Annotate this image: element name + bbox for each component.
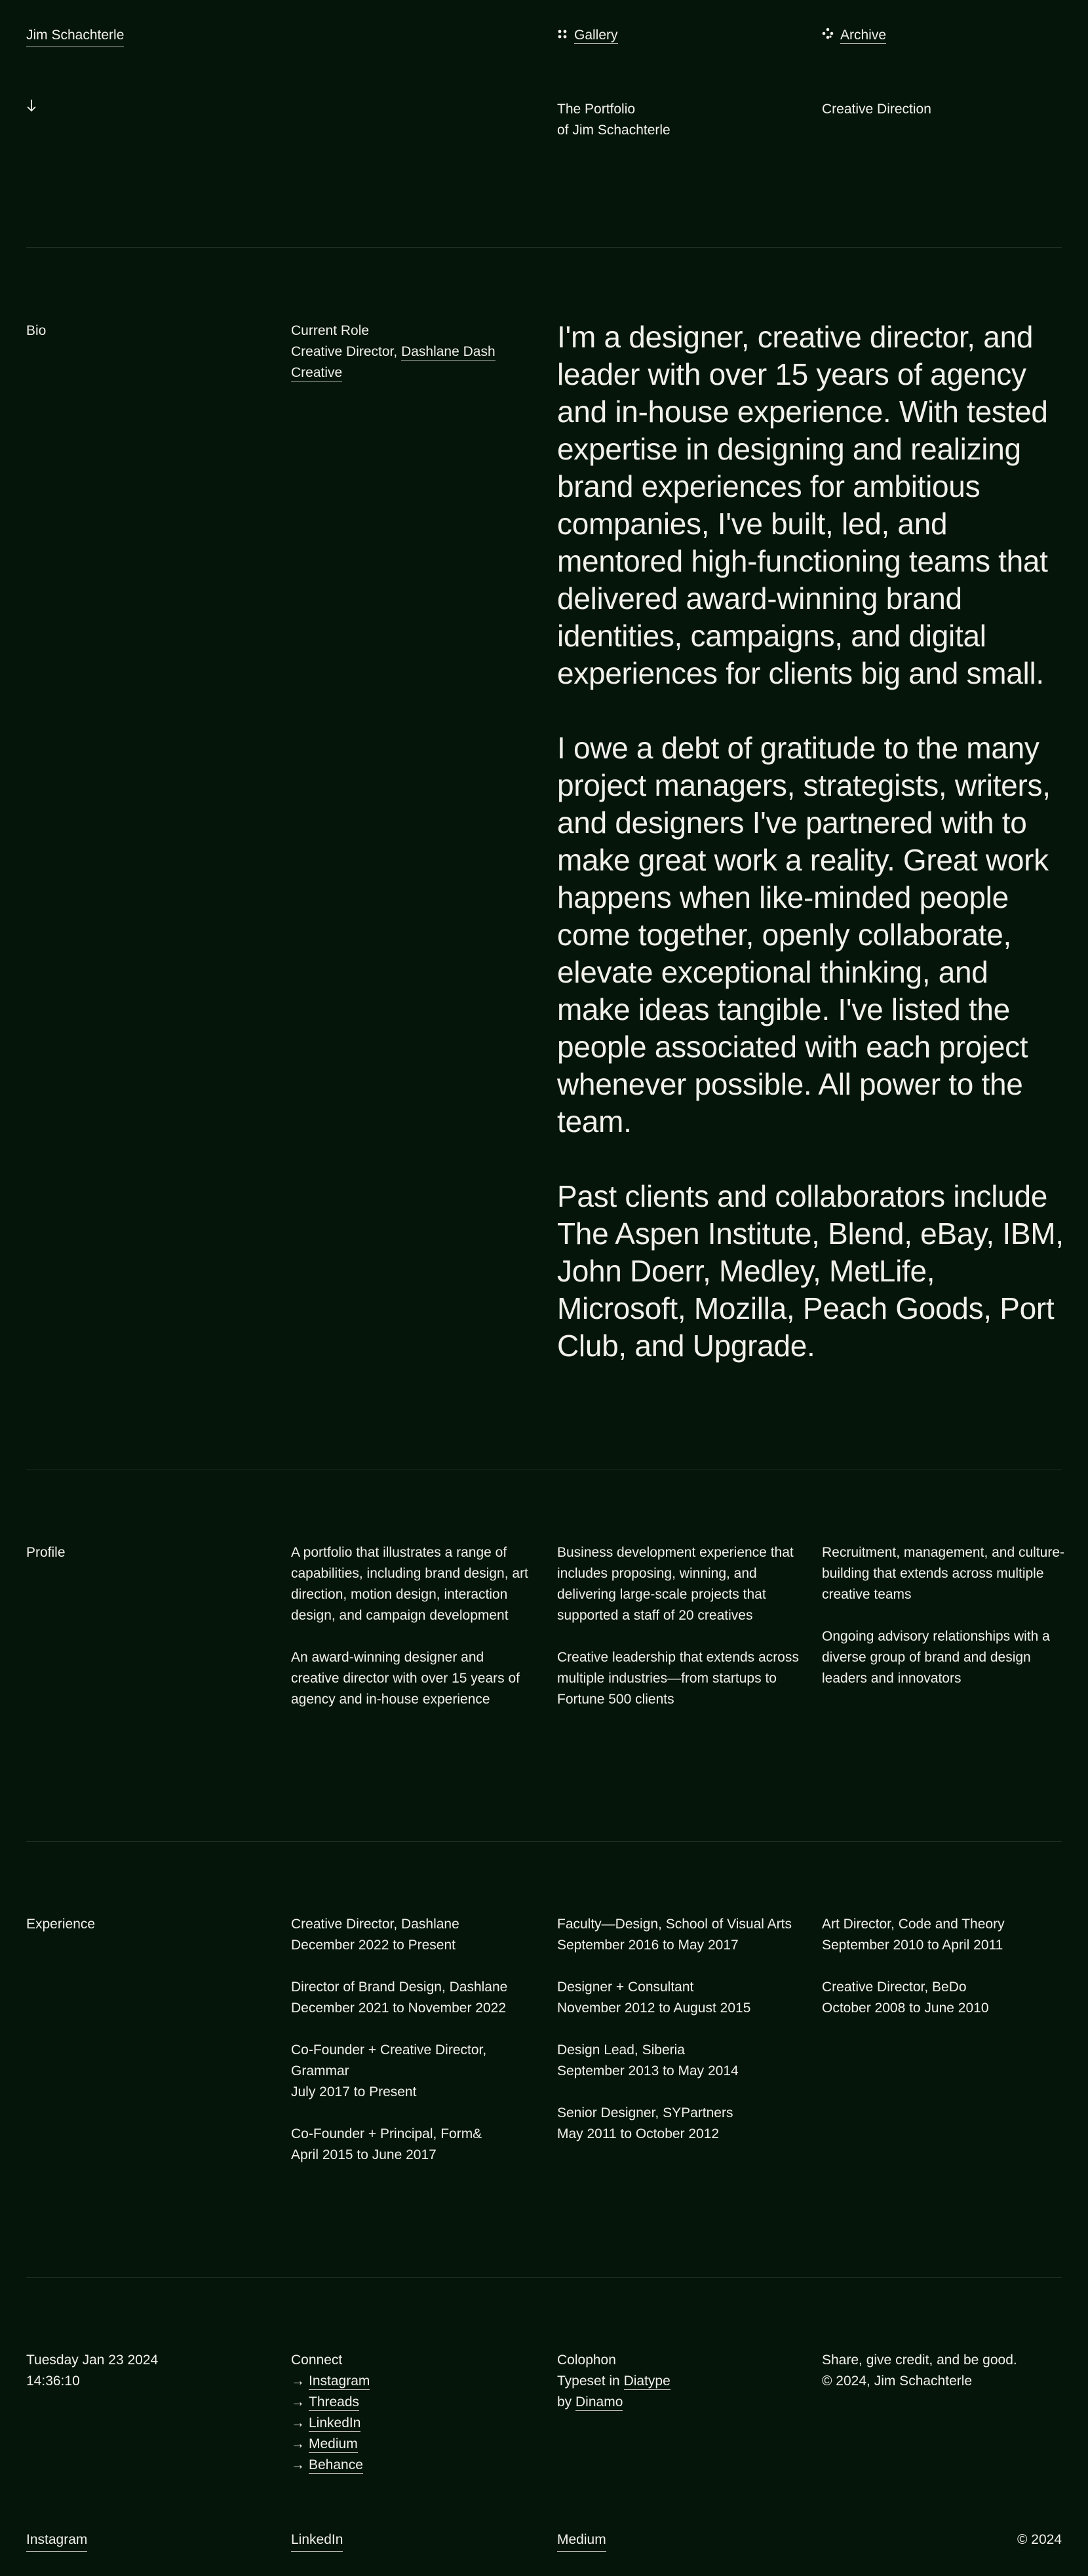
connect-link-threads[interactable]: Threads: [309, 2394, 360, 2410]
experience-entry: [822, 1977, 1064, 2019]
typeset-prefix: Typeset in: [557, 2373, 624, 2389]
section-label-bio: Bio: [26, 323, 47, 338]
experience-dates: September 2016 to May 2017: [557, 1938, 739, 1953]
experience-title: Co-Founder + Principal, Form&: [291, 2126, 482, 2141]
experience-entry: [291, 2040, 534, 2103]
profile-item: Business development experience that includes proposing, winning, and delivering large-scale projects that supported a staff of 20 creatives: [557, 1545, 794, 1623]
experience-dates: October 2008 to June 2010: [822, 2000, 989, 2016]
bio-text: [557, 319, 1065, 1365]
arrow-right-icon: →: [291, 2373, 305, 2389]
experience-column-1: [291, 1914, 534, 2187]
profile-item: Recruitment, management, and culture-building that extends across multiple creative teams: [822, 1545, 1065, 1602]
portfolio-heading: [557, 99, 800, 141]
grid-dots-icon: [557, 25, 568, 46]
connect-link-medium[interactable]: Medium: [309, 2436, 358, 2451]
tagline: Creative Direction: [822, 102, 931, 117]
profile-column-3: [822, 1542, 1064, 1689]
nav-gallery-link[interactable]: Gallery: [574, 28, 618, 43]
experience-entry: [557, 1977, 800, 2019]
experience-entry: [291, 1977, 534, 2019]
connect-link-instagram[interactable]: Instagram: [309, 2373, 370, 2389]
connect-link-behance[interactable]: Behance: [309, 2457, 363, 2472]
portfolio-line-2: of Jim Schachterle: [557, 123, 670, 138]
arrow-right-icon: →: [291, 2457, 305, 2472]
profile-item: An award-winning designer and creative director with over 15 years of agency and in-house experience: [291, 1650, 520, 1707]
section-label-profile: Profile: [26, 1545, 66, 1560]
colophon: [557, 2350, 800, 2413]
nav-gallery[interactable]: [557, 25, 618, 46]
bio-paragraph: I owe a debt of gratitude to the many project managers, strategists, writers, and designers I've partnered with to make great work a reality. Great work happens when like-minded people come together, openly collaborate, elevate exceptional thinking, and make ideas tangible. I've listed the people associated with each project whenever possible. All power to the team.: [557, 731, 1051, 1139]
experience-entry: [291, 2124, 534, 2166]
connect-item: [291, 2455, 534, 2476]
experience-dates: April 2015 to June 2017: [291, 2147, 437, 2162]
site-name-link[interactable]: Jim Schachterle: [26, 25, 124, 47]
foundry-prefix: by: [557, 2394, 576, 2410]
profile-item: Creative leadership that extends across multiple industries—from startups to Fortune 500 clients: [557, 1650, 799, 1707]
experience-dates: September 2010 to April 2011: [822, 1938, 1003, 1953]
experience-dates: July 2017 to Present: [291, 2084, 417, 2099]
experience-title: Senior Designer, SYPartners: [557, 2105, 733, 2120]
experience-dates: December 2021 to November 2022: [291, 2000, 507, 2016]
experience-title: Creative Director, BeDo: [822, 1980, 967, 1995]
footer-link-instagram[interactable]: Instagram: [26, 2529, 87, 2552]
divider: [26, 247, 1062, 248]
nav-archive[interactable]: [822, 25, 886, 46]
arrow-down-icon[interactable]: [26, 98, 37, 119]
datetime: [26, 2350, 269, 2392]
scatter-dots-icon: [822, 25, 834, 46]
typeface-link[interactable]: Diatype: [623, 2373, 670, 2389]
current-role-heading: Current Role: [291, 323, 370, 338]
arrow-right-icon: →: [291, 2415, 305, 2430]
arrow-right-icon: →: [291, 2394, 305, 2410]
experience-entry: [557, 1914, 800, 1956]
arrow-right-icon: →: [291, 2436, 305, 2451]
connect-link-linkedin[interactable]: LinkedIn: [309, 2415, 361, 2430]
experience-column-2: [557, 1914, 800, 2166]
divider: [26, 2277, 1062, 2278]
connect-item: [291, 2413, 534, 2434]
current-role: [291, 321, 534, 383]
current-date: Tuesday Jan 23 2024: [26, 2352, 159, 2368]
connect-item: [291, 2434, 534, 2455]
experience-title: Art Director, Code and Theory: [822, 1917, 1005, 1932]
profile-column-1: [291, 1542, 534, 1710]
colophon-heading: Colophon: [557, 2352, 616, 2368]
portfolio-line-1: The Portfolio: [557, 102, 636, 117]
section-label-experience: Experience: [26, 1917, 96, 1932]
colophon-foundry: [557, 2392, 800, 2413]
nav-archive-link[interactable]: Archive: [840, 28, 887, 43]
experience-title: Director of Brand Design, Dashlane: [291, 1980, 508, 1995]
experience-dates: November 2012 to August 2015: [557, 2000, 751, 2016]
experience-column-3: [822, 1914, 1064, 2040]
footer-copyright: © 2024: [1017, 2532, 1062, 2547]
footer-link-linkedin[interactable]: LinkedIn: [291, 2529, 343, 2552]
profile-column-2: [557, 1542, 800, 1710]
experience-dates: December 2022 to Present: [291, 1938, 456, 1953]
connect-list: [291, 2350, 534, 2476]
profile-item: Ongoing advisory relationships with a diverse group of brand and design leaders and innovators: [822, 1629, 1050, 1686]
share-line: Share, give credit, and be good.: [822, 2352, 1017, 2368]
experience-title: Faculty—Design, School of Visual Arts: [557, 1917, 792, 1932]
experience-entry: [822, 1914, 1064, 1956]
experience-dates: September 2013 to May 2014: [557, 2063, 739, 2078]
profile-item: A portfolio that illustrates a range of capabilities, including brand design, art direction, motion design, interaction design, and campaign development: [291, 1545, 528, 1623]
current-role-company-link[interactable]: Dashlane Dash Creative: [291, 344, 495, 380]
colophon-typeset: [557, 2371, 800, 2392]
experience-title: Design Lead, Siberia: [557, 2042, 685, 2058]
connect-heading: Connect: [291, 2352, 343, 2368]
current-role-prefix: Creative Director,: [291, 344, 402, 359]
copyright-line: © 2024, Jim Schachterle: [822, 2373, 973, 2389]
credits: [822, 2350, 1064, 2392]
foundry-link[interactable]: Dinamo: [575, 2394, 623, 2410]
connect-item: [291, 2392, 534, 2413]
experience-dates: May 2011 to October 2012: [557, 2126, 720, 2141]
connect-item: [291, 2371, 534, 2392]
current-time: 14:36:10: [26, 2373, 80, 2389]
bio-paragraph: Past clients and collaborators include The Aspen Institute, Blend, eBay, IBM, John Doerr, Medley, MetLife, Microsoft, Mozilla, Peach Goods, Port Club, and Upgrade.: [557, 1179, 1064, 1363]
experience-entry: [557, 2040, 800, 2082]
experience-entry: [557, 2103, 800, 2145]
experience-title: Co-Founder + Creative Director, Grammar: [291, 2042, 487, 2078]
experience-title: Designer + Consultant: [557, 1980, 694, 1995]
divider: [26, 1841, 1062, 1842]
experience-entry: [291, 1914, 534, 1956]
experience-title: Creative Director, Dashlane: [291, 1917, 459, 1932]
footer-link-medium[interactable]: Medium: [557, 2529, 606, 2552]
bio-paragraph: I'm a designer, creative director, and leader with over 15 years of agency and in-house experience. With tested expertise in designing and realizing brand experiences for ambitious companies, I've built, led, and mentored high-functioning teams that delivered award-winning brand identities, campaigns, and digital experiences for clients big and small.: [557, 320, 1048, 690]
